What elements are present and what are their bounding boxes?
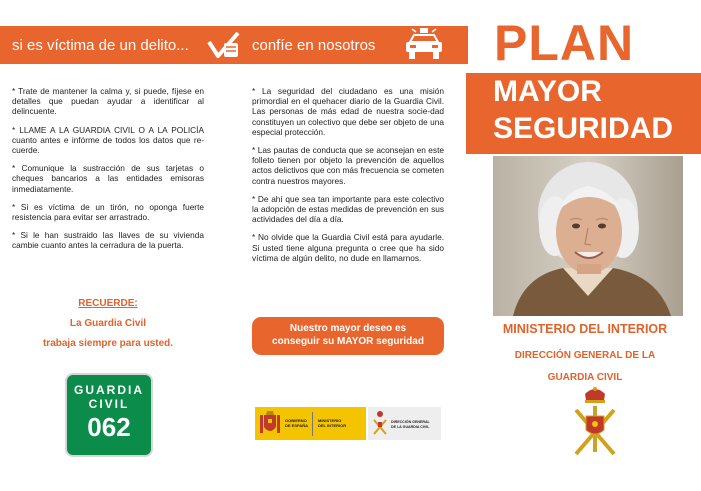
recuerde-block [12, 294, 204, 354]
info-paragraph: * De ahí que sea tan importante para este colectivo la adopción de estas medidas de prevención en sus actividades del día a día. [252, 193, 444, 225]
info-paragraph: * La seguridad del ciudadano es una misión primordial en el quehacer diario de la Guardia Civil. Las personas de más edad de nuestra socie-dad constituyen un colectivo que debe ser objeto de una especial protección. [252, 86, 444, 137]
advice-paragraph: * LLAME A LA GUARDIA CIVIL O A LA POLICÍA cuanto antes e infórme de todos los datos que re-cuerde. [12, 124, 204, 156]
banner-right-text: confíe en nosotros [252, 37, 376, 54]
guardia-civil-emblem-icon [570, 386, 620, 458]
logo-text-line: DE ESPAÑA [285, 423, 309, 428]
direccion-text [391, 420, 430, 430]
advice-column [12, 86, 204, 259]
guardia-civil-062-badge [67, 375, 151, 455]
handcuffs-icon [206, 30, 242, 62]
logo-divider [312, 412, 313, 436]
ministerio-label: MINISTERIO DEL INTERIOR [502, 322, 668, 336]
logo-text-line: DIRECCIÓN GENERAL [391, 420, 430, 424]
banner-left-text: si es víctima de un delito... [12, 37, 189, 54]
deseo-callout [252, 317, 444, 355]
recuerde-line: trabaja siempre para usted. [42, 338, 174, 349]
direccion-line: GUARDIA CIVIL [547, 372, 623, 383]
direccion-line: DIRECCIÓN GENERAL DE LA [514, 350, 656, 361]
police-car-icon [402, 27, 446, 63]
recuerde-title: RECUERDE: [78, 298, 138, 309]
info-column [252, 86, 444, 271]
advice-paragraph: * Trate de mantener la calma y, si puede, fíjese en detalles que puedan ayudar a identificar al delincuente. [12, 86, 204, 117]
cover-title-line: MAYOR [493, 75, 602, 108]
gobierno-text [285, 418, 308, 428]
logo-text-line: GOBIERNO [285, 418, 307, 423]
info-paragraph: * Las pautas de conducta que se aconsejan en este folleto tienen por objeto la prevención de aquellos actos delictivos que con más frecuencia se cometen contra nuestros mayores. [252, 145, 444, 186]
direccion-label [480, 345, 690, 389]
ministerio-text [318, 418, 346, 428]
recuerde-line: La Guardia Civil [69, 318, 147, 329]
info-paragraph: * No olvide que la Guardia Civil está para ayudarle. Si usted tiene alguna pregunta o cree que ha sido víctima de algún delito, no dude en llamarnos. [252, 232, 444, 263]
badge-line: CIVIL [88, 397, 130, 411]
advice-paragraph: * Comunique la sustracción de sus tarjetas o cheques bancarios a las entidades emisoras inmediatamente. [12, 163, 204, 194]
cover-plan-title: PLAN [494, 15, 635, 71]
spain-coat-of-arms-icon [259, 409, 281, 437]
badge-number: 062 [87, 412, 131, 442]
logo-text-line: DEL INTERIOR [318, 423, 347, 428]
deseo-line: conseguir su MAYOR seguridad [272, 336, 424, 347]
logo-text-line: DE LA GUARDIA CIVIL [391, 425, 430, 429]
guardia-civil-small-emblem-icon [372, 410, 388, 436]
elderly-woman-photo [493, 156, 683, 316]
advice-paragraph: * Si es víctima de un tirón, no oponga fuerte resistencia para evitar ser arrastrado. [12, 201, 204, 223]
badge-line: GUARDIA [74, 383, 144, 397]
advice-paragraph: * Si le han sustraido las llaves de su vivienda cambie cuanto antes la cerradura de la puerta. [12, 230, 204, 251]
deseo-line: Nuestro mayor deseo es [289, 323, 407, 334]
institutional-logos [255, 404, 441, 442]
cover-title-line: SEGURIDAD [493, 112, 674, 145]
logo-text-line: MINISTERIO [318, 418, 342, 423]
